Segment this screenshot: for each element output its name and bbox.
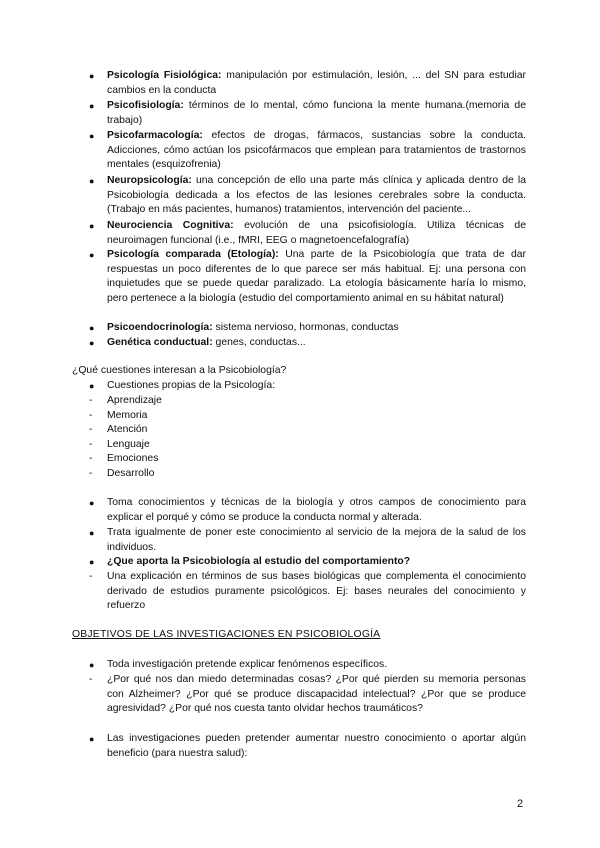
term-text: evolución de una psicofisiología. Utiliza técnicas de neuroimagen funcional (i.e., fMRI, EEG o magnetoencefalografía) xyxy=(107,220,526,246)
dash-marker: - xyxy=(89,395,93,406)
term-item-psicofisiologia xyxy=(107,99,526,128)
bullet-marker: ● xyxy=(89,528,95,538)
list-item: Desarrollo xyxy=(107,468,155,479)
list-item: Aprendizaje xyxy=(107,395,162,406)
section-question: ¿Qué cuestiones interesan a la Psicobiología? xyxy=(72,365,287,376)
bullet-marker: ● xyxy=(89,323,95,333)
list-item: Atención xyxy=(107,424,148,435)
bullet-investigacion: Toda investigación pretende explicar fenómenos específicos. xyxy=(107,659,388,670)
page-number: 2 xyxy=(517,798,524,810)
term-item-psicologia-comparada xyxy=(107,248,526,306)
dash-marker: - xyxy=(89,453,93,464)
bullet-pretender: Las investigaciones pueden pretender aumentar nuestro conocimiento o aportar algún beneficio (para nuestra salud): xyxy=(107,733,526,759)
bullet-marker: ● xyxy=(89,101,95,111)
cuestiones-bullet: Cuestiones propias de la Psicología: xyxy=(107,380,276,391)
term-text: Una parte de la Psicobiología que trata de dar respuestas un poco diferentes de lo que parece ser más habitual. Ej: una persona con inquietudes que se puede quedar paralizado. La etología básicamente haría lo mismo, pero pertenece a la biología (estudio del comportamiento animal en su hábitat natural) xyxy=(107,249,526,304)
dash-marker: - xyxy=(89,424,93,435)
dash-marker: - xyxy=(89,468,93,479)
term-item-neuropsicologia xyxy=(107,174,526,218)
bullet-toma: Toma conocimientos y técnicas de la biología y otros campos de conocimiento para explicar el porqué y cómo se produce la conducta normal y alterada. xyxy=(107,497,526,523)
dash-marker: - xyxy=(89,410,93,421)
bullet-marker: ● xyxy=(89,71,95,81)
term-label: Psicología Fisiológica: xyxy=(107,70,222,81)
term-text: sistema nervioso, hormonas, conductas xyxy=(212,322,399,333)
term-item-genetica-conductual xyxy=(107,336,526,351)
bullet-aporta: ¿Que aporta la Psicobiología al estudio del comportamiento? xyxy=(107,556,411,567)
dash-marker: - xyxy=(89,439,93,450)
term-label: Psicoendocrinología: xyxy=(107,322,213,333)
bullet-trata: Trata igualmente de poner este conocimiento al servicio de la mejora de la salud de los individuos. xyxy=(107,527,526,553)
list-item: Lenguaje xyxy=(107,439,150,450)
term-label: Neurociencia Cognitiva: xyxy=(107,220,234,231)
term-label: Neuropsicología: xyxy=(107,175,192,186)
term-item-neurociencia-cognitiva xyxy=(107,219,526,248)
term-label: Genética conductual: xyxy=(107,337,213,348)
bullet-marker: ● xyxy=(89,557,95,567)
term-text: efectos de drogas, fármacos, sustancias sobre la conducta. Adicciones, cómo actúan los psicofármacos que emplean para tratamientos de trastornos mentales (esquizofrenia) xyxy=(107,130,526,171)
term-text: genes, conductas... xyxy=(212,337,306,348)
bullet-marker: ● xyxy=(89,734,95,744)
term-label: Psicofarmacología: xyxy=(107,130,203,141)
bullet-marker: ● xyxy=(89,381,95,391)
term-item-psicoendocrinologia xyxy=(107,321,526,336)
section-heading: OBJETIVOS DE LAS INVESTIGACIONES EN PSICOBIOLOGÍA xyxy=(72,629,381,640)
bullet-marker: ● xyxy=(89,250,95,260)
bullet-marker: ● xyxy=(89,498,95,508)
term-item-psicofarmacologia xyxy=(107,129,526,173)
dash-preguntas: ¿Por qué nos dan miedo determinadas cosas? ¿Por qué pierden su memoria personas con Alzheimer? ¿Por qué se produce discapacidad intelectual? ¿Por que se produce agresividad? ¿Por qué nos cuesta tanto olvidar hechos traumáticos? xyxy=(107,674,526,715)
dash-explicacion: Una explicación en términos de sus bases biológicas que complementa el conocimiento derivado de estudios puramente psicológicos. Ej: bases neurales del conocimiento y refuerzo xyxy=(107,571,526,612)
bullet-marker: ● xyxy=(89,176,95,186)
bullet-marker: ● xyxy=(89,221,95,231)
bullet-marker: ● xyxy=(89,338,95,348)
list-item: Memoria xyxy=(107,410,148,421)
bullet-marker: ● xyxy=(89,131,95,141)
dash-marker: - xyxy=(89,674,93,685)
term-text: manipulación por estimulación, lesión, ... del SN para estudiar cambios en la conducta xyxy=(107,70,526,96)
bullet-marker: ● xyxy=(89,660,95,670)
dash-marker: - xyxy=(89,571,93,582)
term-label: Psicofisiología: xyxy=(107,100,184,111)
term-text: términos de lo mental, cómo funciona la mente humana.(memoria de trabajo) xyxy=(107,100,526,126)
term-label: Psicología comparada (Etología): xyxy=(107,249,279,260)
term-item-psicologia-fisiologica xyxy=(107,69,526,98)
list-item: Emociones xyxy=(107,453,159,464)
term-text: una concepción de ello una parte más clínica y aplicada dentro de la Psicobiología dedicada a los efectos de las lesiones cerebrales sobre la conducta. (Trabajo en más pacientes, humanos) tratamientos, intervención del paciente... xyxy=(107,175,526,216)
